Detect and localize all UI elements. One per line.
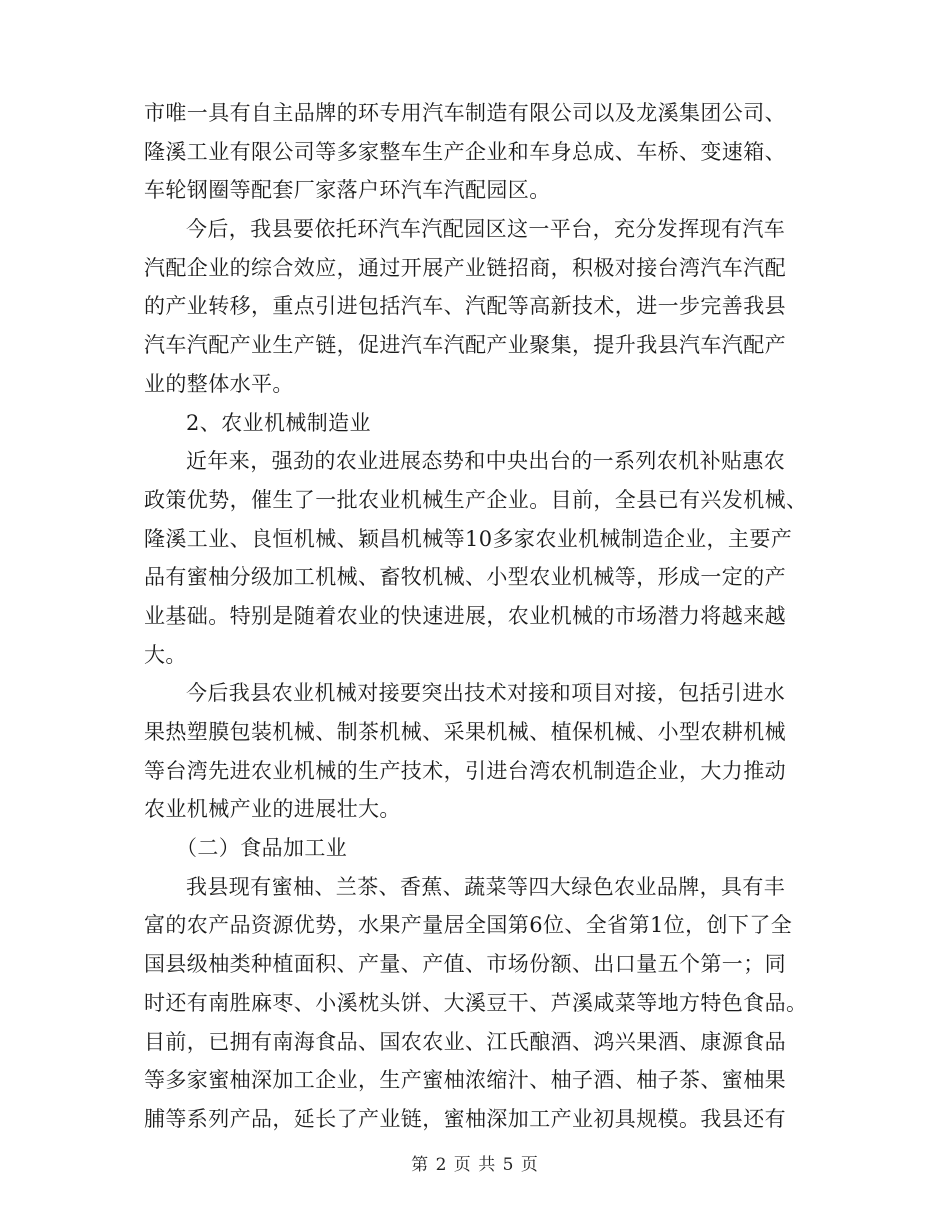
text-line: 市唯一具有自主品牌的环专用汽车制造有限公司以及龙溪集团公司、 bbox=[144, 101, 786, 125]
text-line: 汽配企业的综合效应，通过开展产业链招商，积极对接台湾汽车汽配 bbox=[144, 255, 786, 280]
text-line: 等台湾先进农业机械的生产技术，引进台湾农机制造企业，大力推动 bbox=[144, 758, 786, 783]
text-line: 车轮钢圈等配套厂家落户环汽车汽配园区。 bbox=[144, 178, 551, 203]
text-line: 目前，已拥有南海食品、国农农业、江氏酿酒、鸿兴果酒、康源食品 bbox=[144, 1029, 786, 1054]
section-heading: （二）食品加工业 bbox=[176, 836, 348, 861]
text-line: 我县现有蜜柚、兰茶、香蕉、蔬菜等四大绿色农业品牌，具有丰 bbox=[186, 874, 786, 899]
text-line: 隆溪工业有限公司等多家整车生产企业和车身总成、车桥、变速箱、 bbox=[144, 139, 786, 164]
text-line: 业的整体水平。 bbox=[144, 371, 294, 396]
text-line: 品有蜜柚分级加工机械、畜牧机械、小型农业机械等，形成一定的产 bbox=[144, 565, 786, 590]
text-line: 等多家蜜柚深加工企业，生产蜜柚浓缩汁、柚子酒、柚子茶、蜜柚果 bbox=[144, 1068, 786, 1093]
document-body bbox=[144, 94, 814, 1139]
text-line: 业基础。特别是随着农业的快速进展，农业机械的市场潜力将越来越 bbox=[144, 603, 786, 628]
text-line: 脯等系列产品，延长了产业链，蜜柚深加工产业初具规模。我县还有 bbox=[144, 1106, 786, 1131]
text-line: 富的农产品资源优势，水果产量居全国第6位、全省第1位，创下了全 bbox=[144, 913, 793, 938]
text-line: 国县级柚类种植面积、产量、产值、市场份额、出口量五个第一；同 bbox=[144, 952, 786, 977]
text-line: 近年来，强劲的农业进展态势和中央出台的一系列农机补贴惠农 bbox=[186, 449, 786, 474]
text-line: 的产业转移，重点引进包括汽车、汽配等高新技术，进一步完善我县 bbox=[144, 294, 786, 319]
text-line: 果热塑膜包装机械、制茶机械、采果机械、植保机械、小型农耕机械 bbox=[144, 720, 786, 744]
text-line: 今后我县农业机械对接要突出技术对接和项目对接，包括引进水 bbox=[186, 681, 786, 706]
text-line: 政策优势，催生了一批农业机械生产企业。目前，全县已有兴发机械、 bbox=[144, 487, 808, 512]
text-line: 今后，我县要依托环汽车汽配园区这一平台，充分发挥现有汽车 bbox=[186, 217, 786, 242]
text-line: 隆溪工业、良恒机械、颖昌机械等10多家农业机械制造企业，主要产 bbox=[144, 526, 793, 551]
text-line: 2、农业机械制造业 bbox=[186, 410, 371, 435]
text-line: 大。 bbox=[144, 642, 187, 667]
text-line: 农业机械产业的进展壮大。 bbox=[144, 797, 401, 822]
text-line: 汽车汽配产业生产链，促进汽车汽配产业聚集，提升我县汽车汽配产 bbox=[144, 333, 786, 358]
text-line: 时还有南胜麻枣、小溪枕头饼、大溪豆干、芦溪咸菜等地方特色食品。 bbox=[144, 990, 808, 1015]
page-footer: 第 2 页 共 5 页 bbox=[411, 1155, 539, 1175]
